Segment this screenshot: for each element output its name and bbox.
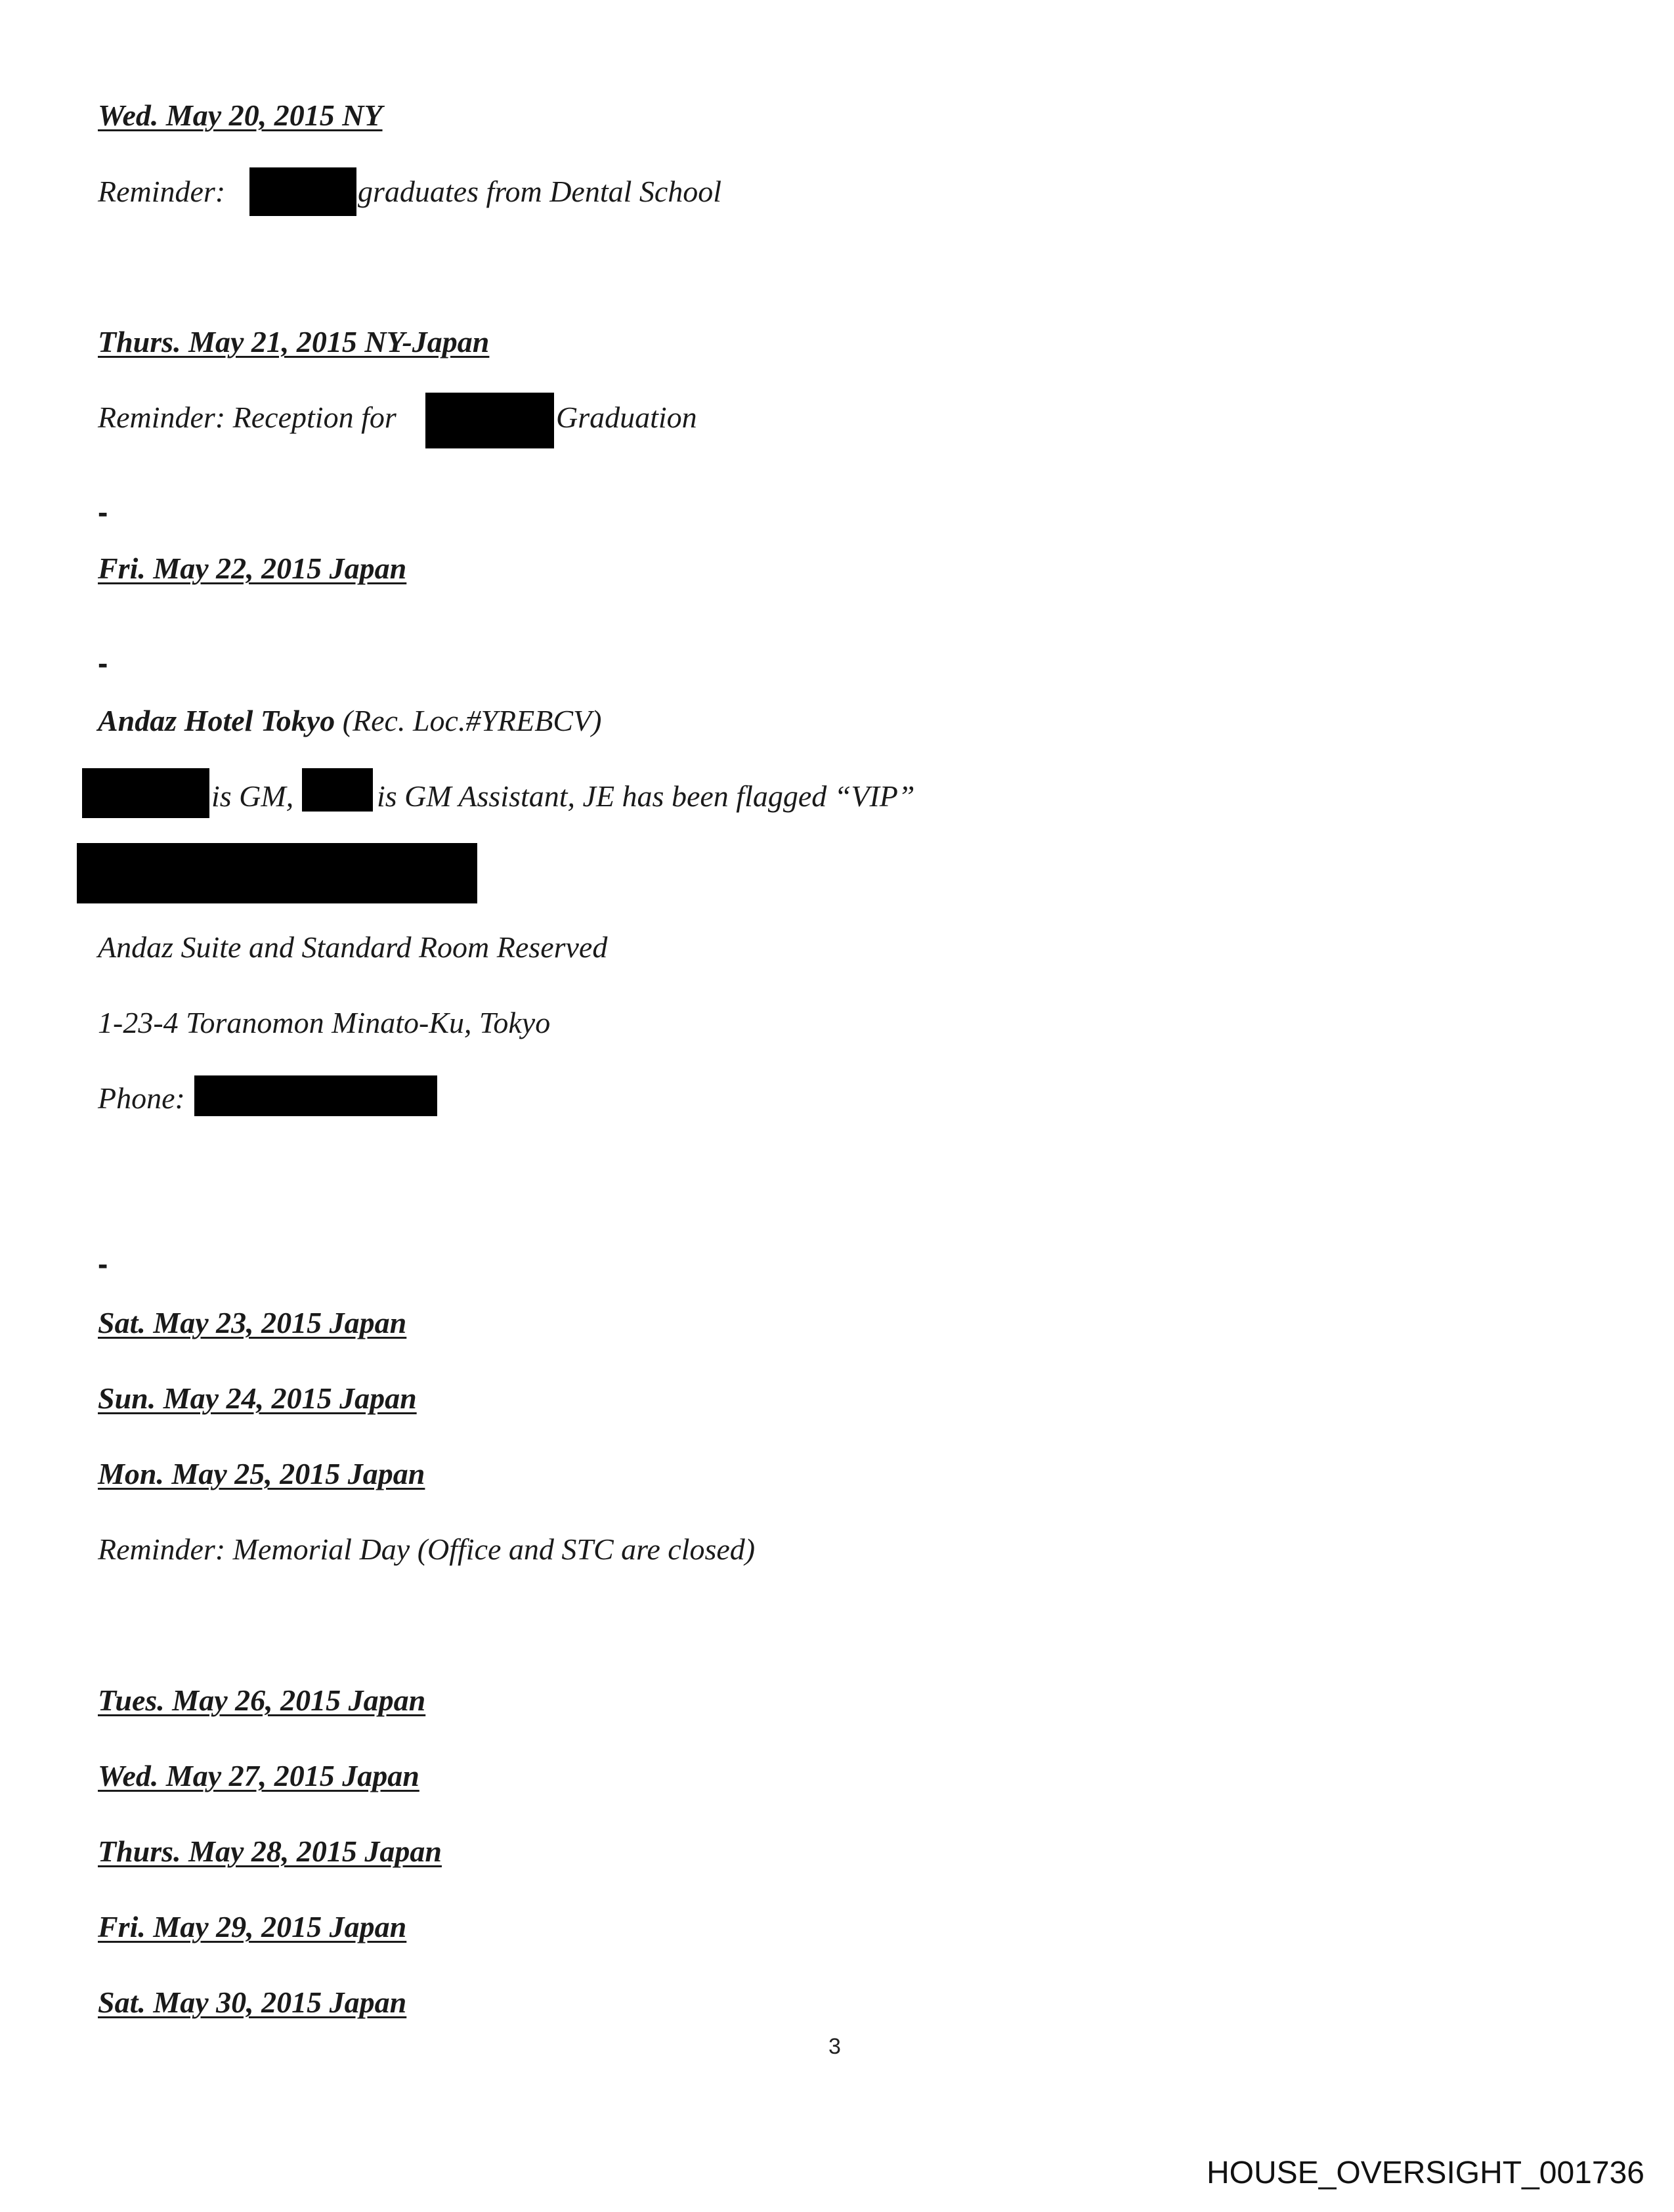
hotel-name: Andaz Hotel Tokyo	[98, 704, 335, 737]
room-reserved: Andaz Suite and Standard Room Reserved	[98, 930, 608, 964]
redaction-box	[77, 843, 477, 903]
date-heading-may-29: Fri. May 29, 2015 Japan	[98, 1910, 407, 1943]
phone-label: Phone:	[98, 1081, 185, 1115]
reminder-label: Reminder: Reception for	[98, 401, 397, 434]
date-heading-may-22: Fri. May 22, 2015 Japan	[98, 552, 407, 585]
separator-dash: -	[98, 1247, 108, 1281]
date-heading-may-20: Wed. May 20, 2015 NY	[98, 98, 383, 132]
reminder-label: Reminder:	[98, 175, 226, 208]
reminder-text: Graduation	[556, 401, 697, 434]
date-heading-may-25: Mon. May 25, 2015 Japan	[98, 1457, 425, 1490]
reminder-text: graduates from Dental School	[358, 175, 722, 208]
date-heading-may-21: Thurs. May 21, 2015 NY-Japan	[98, 325, 490, 358]
redaction-box	[302, 768, 373, 812]
redaction-box	[82, 768, 209, 818]
gm-text: is GM,	[211, 779, 294, 813]
date-heading-may-28: Thurs. May 28, 2015 Japan	[98, 1834, 442, 1868]
hotel-record-locator: (Rec. Loc.#YREBCV)	[342, 704, 602, 737]
gm-assistant-text: is GM Assistant, JE has been flagged “VIP”	[377, 779, 915, 813]
memorial-day-reminder: Reminder: Memorial Day (Office and STC are closed)	[98, 1532, 756, 1566]
redaction-box	[249, 167, 356, 216]
hotel-line	[98, 701, 601, 741]
date-heading-may-30: Sat. May 30, 2015 Japan	[98, 1985, 407, 2019]
separator-dash: -	[98, 646, 108, 680]
hotel-address: 1-23-4 Toranomon Minato-Ku, Tokyo	[98, 1006, 551, 1039]
date-heading-may-27: Wed. May 27, 2015 Japan	[98, 1759, 419, 1792]
redaction-box	[194, 1075, 437, 1116]
bates-number: HOUSE_OVERSIGHT_001736	[1207, 2156, 1644, 2190]
date-heading-may-26: Tues. May 26, 2015 Japan	[98, 1683, 426, 1717]
date-heading-may-23: Sat. May 23, 2015 Japan	[98, 1306, 407, 1339]
date-heading-may-24: Sun. May 24, 2015 Japan	[98, 1381, 417, 1415]
page-number: 3	[828, 2034, 841, 2059]
separator-dash: -	[98, 495, 108, 529]
redaction-box	[425, 393, 554, 448]
